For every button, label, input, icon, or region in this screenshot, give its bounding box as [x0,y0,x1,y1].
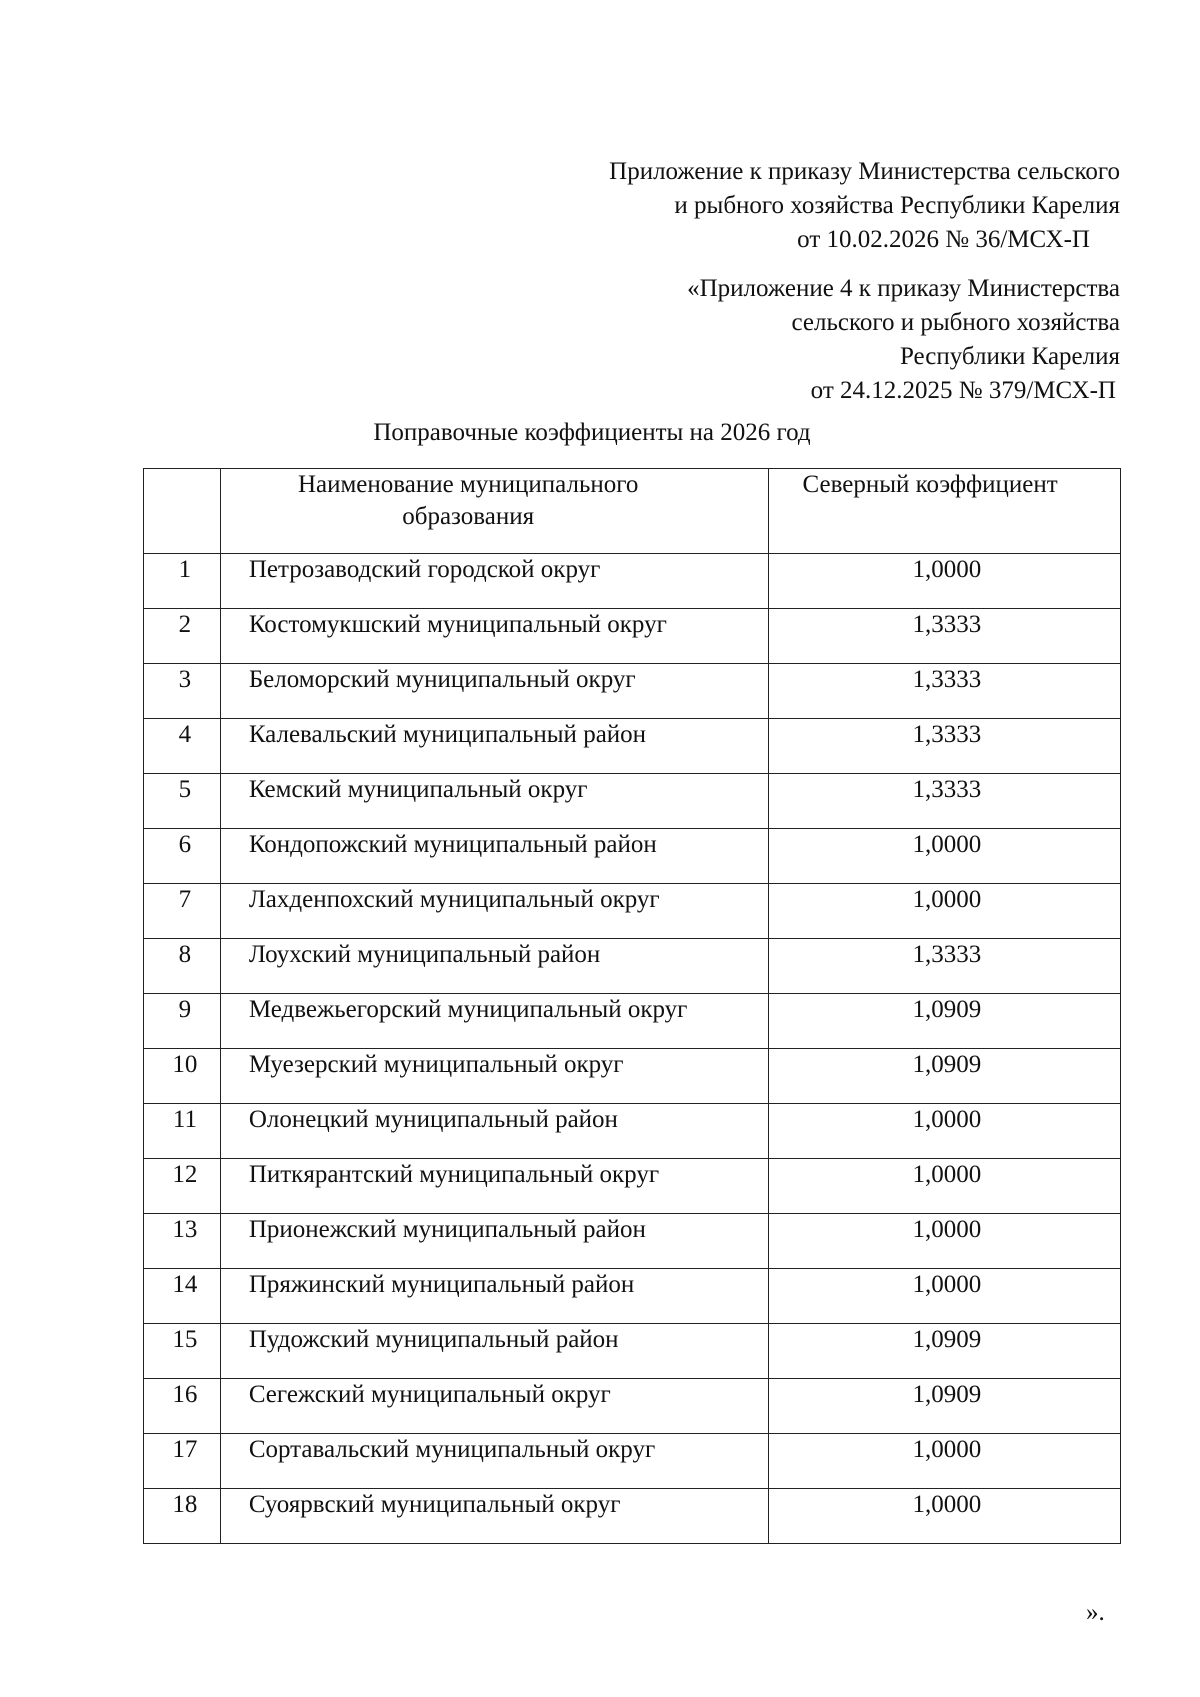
northern-coefficient: 1,3333 [768,609,1120,664]
municipality-name: Питкярантский муниципальный округ [220,1159,768,1214]
table-row [144,884,1121,939]
northern-coefficient: 1,3333 [768,719,1120,774]
table-row [144,939,1121,994]
row-number: 18 [144,1489,221,1544]
municipality-name: Сортавальский муниципальный округ [220,1434,768,1489]
row-number: 13 [144,1214,221,1269]
municipality-name: Пудожский муниципальный район [220,1324,768,1379]
northern-coefficient: 1,3333 [768,664,1120,719]
table-body [144,554,1121,1544]
table-row [144,1324,1121,1379]
northern-coefficient: 1,0909 [768,994,1120,1049]
municipality-name: Петрозаводский городской округ [220,554,768,609]
northern-coefficient: 1,3333 [768,774,1120,829]
municipality-name: Медвежьегорский муниципальный округ [220,994,768,1049]
row-number: 3 [144,664,221,719]
table-row [144,1049,1121,1104]
table-row [144,719,1121,774]
row-number: 10 [144,1049,221,1104]
northern-coefficient: 1,0000 [768,1159,1120,1214]
row-number: 9 [144,994,221,1049]
table-row [144,829,1121,884]
table-row [144,554,1121,609]
table-row [144,1269,1121,1324]
closing-quote-mark: ». [1086,1599,1105,1626]
header-name-line: Наименование муниципального [297,471,639,498]
municipality-name: Костомукшский муниципальный округ [220,609,768,664]
row-number: 2 [144,609,221,664]
municipality-name: Олонецкий муниципальный район [220,1104,768,1159]
northern-coefficient: 1,0000 [768,554,1120,609]
row-number: 15 [144,1324,221,1379]
row-number: 7 [144,884,221,939]
table-row [144,609,1121,664]
header-name-cell [220,469,768,554]
table-row [144,1379,1121,1434]
row-number: 1 [144,554,221,609]
northern-coefficient: 1,0000 [768,884,1120,939]
municipality-name: Суоярвский муниципальный округ [220,1489,768,1544]
municipality-name: Сегежский муниципальный округ [220,1379,768,1434]
municipality-name: Беломорский муниципальный округ [220,664,768,719]
table-row [144,774,1121,829]
table-row [144,1159,1121,1214]
municipality-name: Муезерский муниципальный округ [220,1049,768,1104]
document-title [0,416,1200,450]
row-number: 5 [144,774,221,829]
municipality-name: Лоухский муниципальный район [220,939,768,994]
appendix-header-date-number: от 10.02.2026 № 36/МСХ-П [797,226,1090,253]
table-row [144,1489,1121,1544]
original-appendix-header-line: сельского и рыбного хозяйства [791,309,1120,336]
original-appendix-header-line: Республики Карелия [899,343,1120,370]
header-number-cell [144,469,221,554]
northern-coefficient: 1,0000 [768,829,1120,884]
table-row [144,1434,1121,1489]
row-number: 16 [144,1379,221,1434]
header-name-line: образования [402,503,535,530]
northern-coefficient: 1,0000 [768,1489,1120,1544]
appendix-header-line: и рыбного хозяйства Республики Карелия [674,192,1120,219]
row-number: 8 [144,939,221,994]
table-row [144,994,1121,1049]
row-number: 6 [144,829,221,884]
table-row [144,1104,1121,1159]
table-header-row [144,469,1121,554]
northern-coefficient: 1,0000 [768,1104,1120,1159]
northern-coefficient: 1,0000 [768,1269,1120,1324]
northern-coefficient: 1,0909 [768,1049,1120,1104]
original-appendix-header-line: «Приложение 4 к приказу Министерства [687,275,1120,302]
municipality-name: Кемский муниципальный округ [220,774,768,829]
appendix-header-line: Приложение к приказу Министерства сельского [609,158,1120,185]
row-number: 17 [144,1434,221,1489]
row-number: 11 [144,1104,221,1159]
original-appendix-header-date-number: от 24.12.2025 № 379/МСХ-П [810,377,1116,404]
appendix-header [609,155,1120,257]
document-title-text: Поправочные коэффициенты на 2026 год [373,419,811,446]
header-coefficient-cell: Северный коэффициент [768,469,1120,554]
table-row [144,1214,1121,1269]
northern-coefficient: 1,0909 [768,1324,1120,1379]
table-row [144,664,1121,719]
row-number: 4 [144,719,221,774]
northern-coefficient: 1,0000 [768,1434,1120,1489]
municipality-name: Прионежский муниципальный район [220,1214,768,1269]
row-number: 12 [144,1159,221,1214]
northern-coefficient: 1,3333 [768,939,1120,994]
row-number: 14 [144,1269,221,1324]
coefficients-table [143,468,1121,1544]
municipality-name: Пряжинский муниципальный район [220,1269,768,1324]
municipality-name: Калевальский муниципальный район [220,719,768,774]
municipality-name: Лахденпохский муниципальный округ [220,884,768,939]
northern-coefficient: 1,0909 [768,1379,1120,1434]
original-appendix-header [687,272,1120,408]
northern-coefficient: 1,0000 [768,1214,1120,1269]
municipality-name: Кондопожский муниципальный район [220,829,768,884]
